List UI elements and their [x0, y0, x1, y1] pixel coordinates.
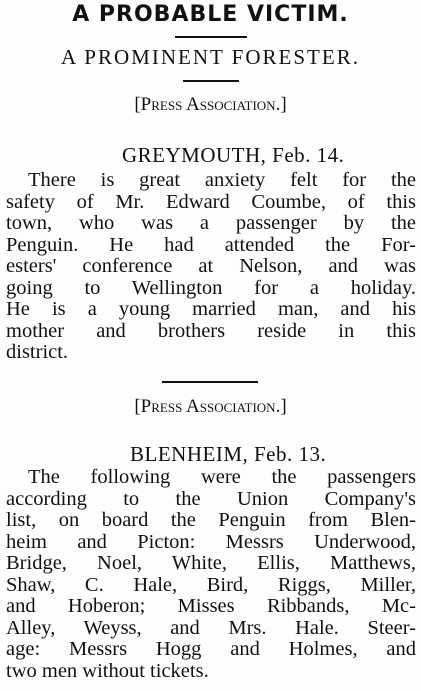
subheadline: A PROMINENT FORESTER. — [61, 45, 360, 69]
article-line: The following were the passengers — [28, 466, 416, 488]
article-line: list, on board the Penguin from Blen- — [6, 509, 416, 531]
dateline — [0, 442, 421, 466]
article-line: according to the Union Company's — [6, 487, 416, 510]
article-line: There is great anxiety felt for the — [28, 169, 416, 191]
article-line: Bridge, Noel, White, Ellis, Matthews, — [6, 552, 416, 574]
headline-rule — [175, 36, 247, 38]
subheadline-rule — [183, 80, 239, 82]
headline: A PROBABLE VICTIM. — [72, 2, 349, 27]
article-line: Alley, Weyss, and Mrs. Hale. Steer- — [6, 616, 416, 639]
article-line: and Hoberon; Misses Ribbands, Mc- — [6, 595, 416, 617]
article-line: town, who was a passenger by the — [6, 212, 416, 234]
press-credit — [0, 395, 421, 419]
article-line: heim and Picton: Messrs Underwood, — [6, 530, 416, 553]
article-body — [6, 170, 416, 364]
press-credit-text: [Press Association.] — [134, 396, 287, 417]
dateline — [0, 143, 421, 167]
article-line: safety of Mr. Edward Coumbe, of this — [6, 190, 416, 213]
article-line: Penguin. He had attended the For- — [6, 233, 416, 256]
article-line: going to Wellington for a holiday. — [6, 276, 416, 299]
article-line: mother and brothers reside in this — [6, 319, 416, 342]
article-line: district. — [6, 341, 69, 363]
section-divider — [162, 381, 258, 383]
article-line: two men without tickets. — [6, 659, 209, 682]
press-credit — [0, 93, 421, 117]
dateline-text: BLENHEIM, Feb. 13. — [130, 442, 327, 466]
article-line: He is a young married man, and his — [6, 298, 416, 320]
article-line: esters' conference at Nelson, and was — [6, 255, 416, 277]
dateline-text: GREYMOUTH, Feb. 14. — [122, 143, 345, 167]
article-body — [6, 467, 416, 682]
article-line: age: Messrs Hogg and Holmes, and — [6, 638, 416, 660]
press-credit-text: [Press Association.] — [134, 94, 287, 115]
article-line: Shaw, C. Hale, Bird, Riggs, Miller, — [6, 573, 416, 596]
